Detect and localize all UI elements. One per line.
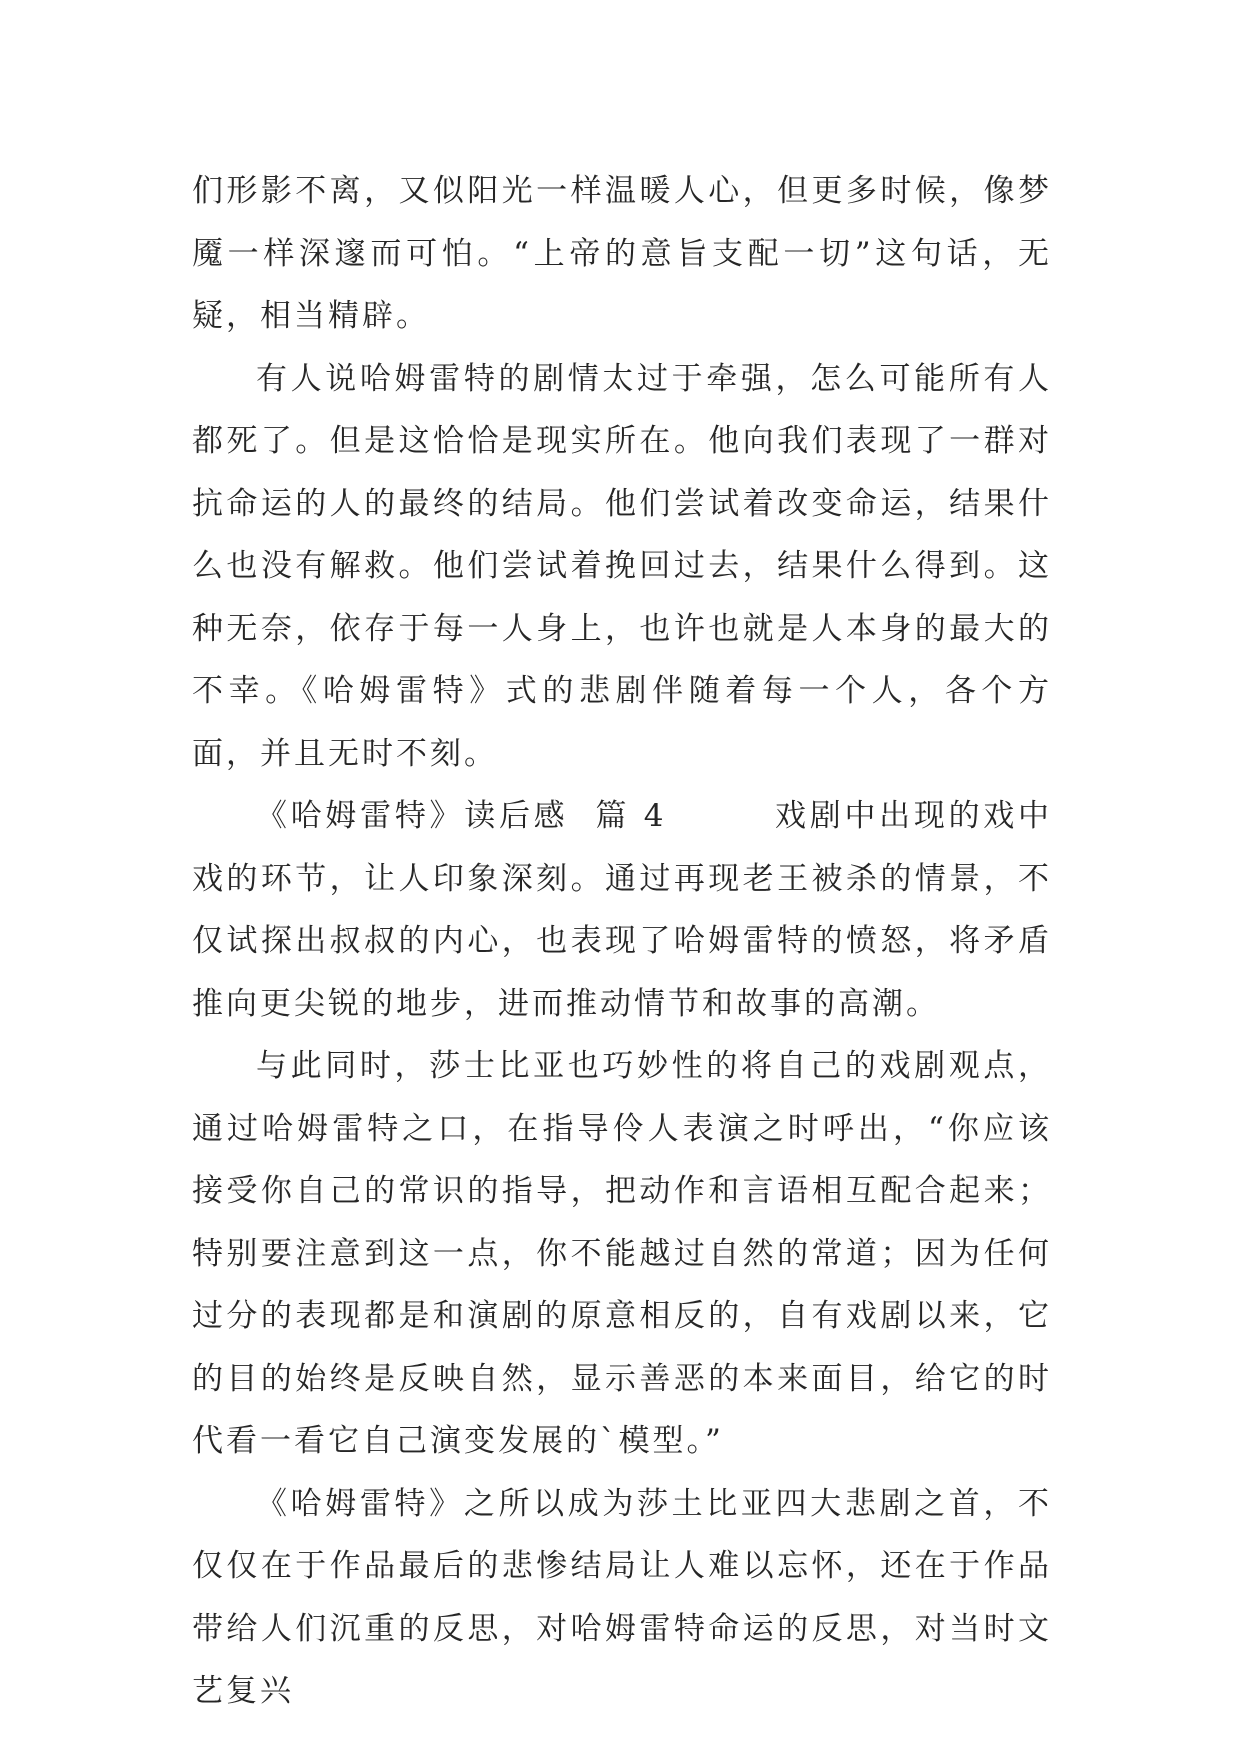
- paragraph-4: 与此同时，莎士比亚也巧妙性的将自己的戏剧观点，通过哈姆雷特之口，在指导伶人表演之时呼出，“你应该接受你自己的常识的指导，把动作和言语相互配合起来；特别要注意到这一点，你不能越过自然的常道；因为任何过分的表现都是和演剧的原意相反的，自有戏剧以来，它的目的始终是反映自然，显示善恶的本来面目，给它的时代看一看它自己演变发展的`模型。”: [192, 1048, 1052, 1459]
- paragraph-2: 有人说哈姆雷特的剧情太过于牵强，怎么可能所有人都死了。但是这恰恰是现实所在。他向我们表现了一群对抗命运的人的最终的结局。他们尝试着改变命运，结果什么也没有解救。他们尝试着挽回过去，结果什么得到。这种无奈，依存于每一人身上，也许也就是人本身的最大的不幸。《哈姆雷特》式的悲剧伴随着每一个人，各个方面，并且无时不刻。: [192, 360, 1052, 772]
- paragraph-3: 《哈姆雷特》读后感 篇 4 戏剧中出现的戏中戏的环节，让人印象深刻。通过再现老王被杀的情景，不仅试探出叔叔的内心，也表现了哈姆雷特的愤怒，将矛盾推向更尖锐的地步，进而推动情节和故事的高潮。: [192, 798, 1052, 1022]
- paragraph-5: 《哈姆雷特》之所以成为莎土比亚四大悲剧之首，不仅仅在于作品最后的悲惨结局让人难以忘怀，还在于作品带给人们沉重的反思，对哈姆雷特命运的反思，对当时文艺复兴: [192, 1485, 1052, 1709]
- document-body: [192, 160, 1052, 1723]
- paragraph-1: 们形影不离，又似阳光一样温暖人心，但更多时候，像梦魇一样深邃而可怕。“上帝的意旨支配一切”这句话，无疑，相当精辟。: [192, 173, 1052, 334]
